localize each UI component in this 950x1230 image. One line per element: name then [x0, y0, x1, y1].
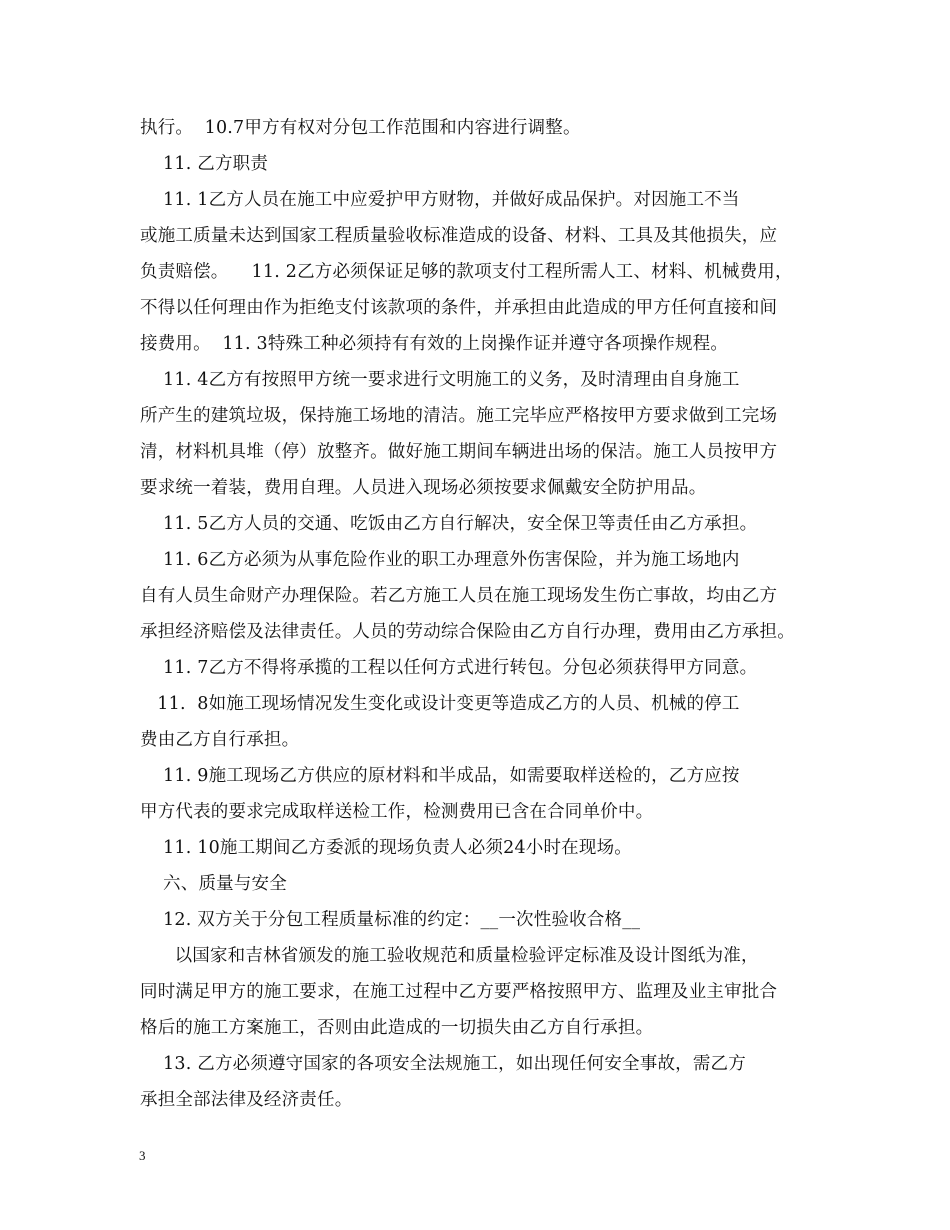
- text-line: 执行。 10.7甲方有权对分包工作范围和内容进行调整。: [140, 118, 581, 138]
- text-line: 11. 8如施工现场情况发生变化或设计变更等造成乙方的人员、机械的停工: [140, 694, 740, 714]
- text-line: 12. 双方关于分包工程质量标准的约定：__一次性验收合格__: [140, 910, 641, 930]
- text-line: 不得以任何理由作为拒绝支付该款项的条件，并承担由此造成的甲方任何直接和间: [140, 298, 778, 318]
- text-line: 11. 5乙方人员的交通、吃饭由乙方自行解决，安全保卫等责任由乙方承担。: [140, 514, 758, 534]
- text-line: 11. 10施工期间乙方委派的现场负责人必须24小时在现场。: [140, 838, 632, 858]
- text-line: 要求统一着装，费用自理。人员进入现场必须按要求佩戴安全防护用品。: [140, 478, 707, 498]
- text-line: 11. 9施工现场乙方供应的原材料和半成品，如需要取样送检的，乙方应按: [140, 766, 740, 786]
- text-line: 自有人员生命财产办理保险。若乙方施工人员在施工现场发生伤亡事故，均由乙方: [140, 586, 778, 606]
- text-line: 11. 7乙方不得将承揽的工程以任何方式进行转包。分包必须获得甲方同意。: [140, 658, 758, 678]
- text-line: 承担全部法律及经济责任。: [140, 1090, 353, 1110]
- section-heading: 六、质量与安全: [140, 874, 287, 894]
- text-line: 11. 6乙方必须为从事危险作业的职工办理意外伤害保险，并为施工场地内: [140, 550, 740, 570]
- text-line: 格后的施工方案施工，否则由此造成的一切损失由乙方自行承担。: [140, 1018, 654, 1038]
- page-number: 3: [139, 1148, 146, 1163]
- text-line: 甲方代表的要求完成取样送检工作，检测费用已含在合同单价中。: [140, 802, 654, 822]
- text-line: 接费用。 11. 3特殊工种必须持有有效的上岗操作证并遵守各项操作规程。: [140, 334, 729, 354]
- text-line: 费由乙方自行承担。: [140, 730, 300, 750]
- text-line: 以国家和吉林省颁发的施工验收规范和质量检验评定标准及设计图纸为准，: [140, 946, 759, 966]
- text-line: 所产生的建筑垃圾，保持施工场地的清洁。施工完毕应严格按甲方要求做到工完场: [140, 406, 778, 426]
- text-line: 或施工质量未达到国家工程质量验收标准造成的设备、材料、工具及其他损失，应: [140, 226, 778, 246]
- text-line: 13. 乙方必须遵守国家的各项安全法规施工，如出现任何安全事故，需乙方: [140, 1054, 746, 1074]
- text-line: 清，材料机具堆（停）放整齐。做好施工期间车辆进出场的保洁。施工人员按甲方: [140, 442, 778, 462]
- text-line: 承担经济赔偿及法律责任。人员的劳动综合保险由乙方自行办理，费用由乙方承担。: [140, 622, 795, 642]
- section-heading: 11. 乙方职责: [140, 154, 269, 174]
- text-line: 11. 1乙方人员在施工中应爱护甲方财物，并做好成品保护。对因施工不当: [140, 190, 740, 210]
- text-line: 11. 4乙方有按照甲方统一要求进行文明施工的义务，及时清理由自身施工: [140, 370, 740, 390]
- text-line: 同时满足甲方的施工要求，在施工过程中乙方要严格按照甲方、监理及业主审批合: [140, 982, 778, 1002]
- text-line: 负责赔偿。 11. 2乙方必须保证足够的款项支付工程所需人工、材料、机械费用，: [140, 262, 793, 282]
